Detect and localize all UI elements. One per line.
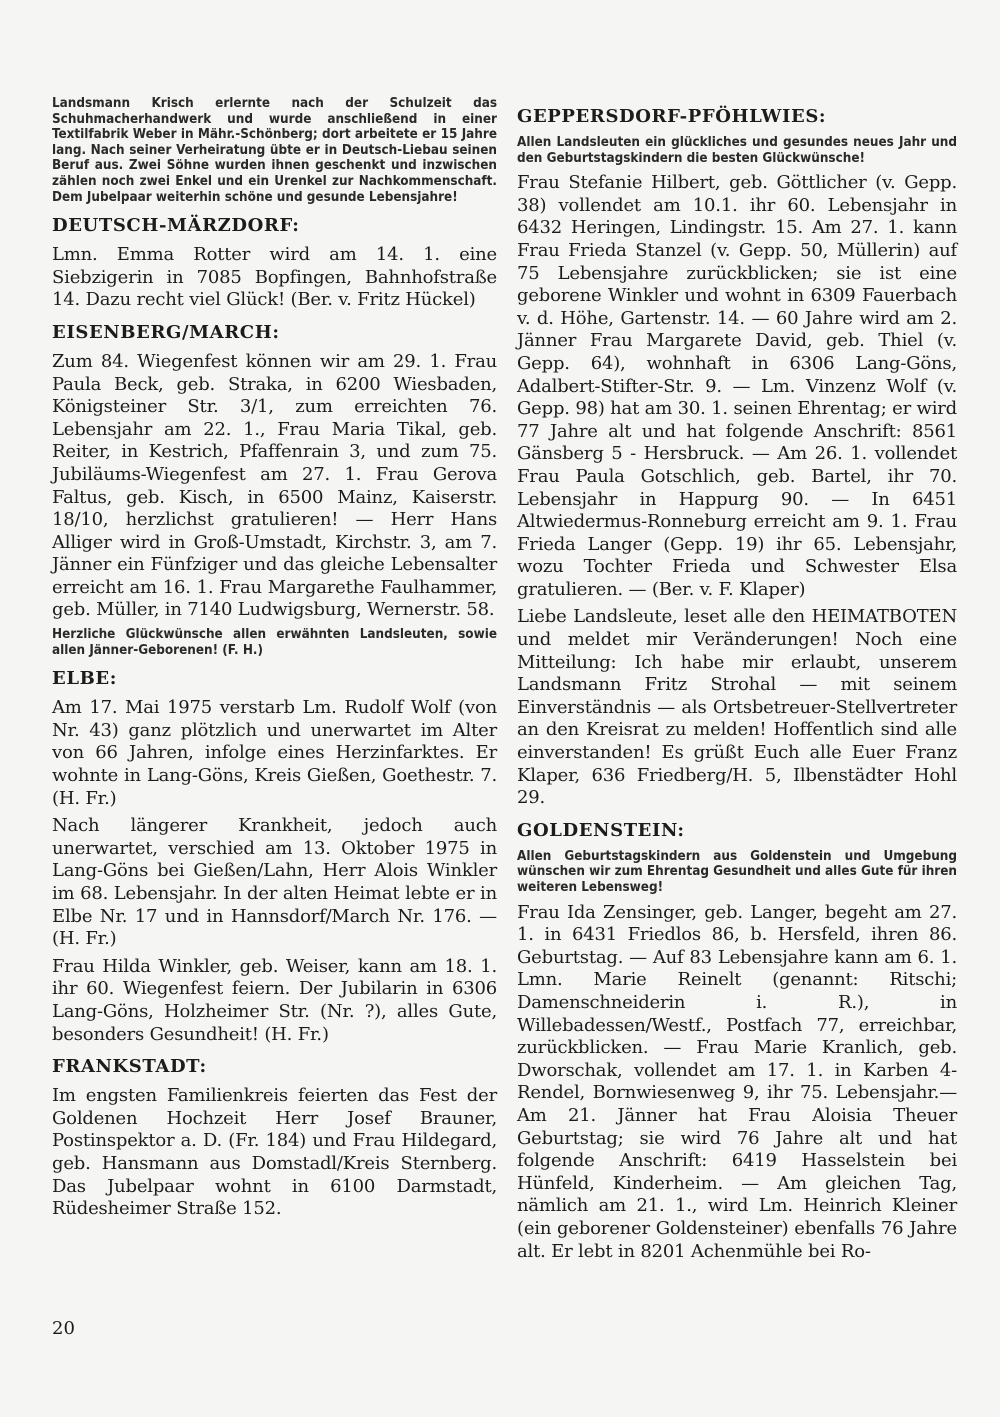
page-number: 20: [52, 1318, 75, 1339]
section-text-deutsch-maerzdorf: Lmn. Emma Rotter wird am 14. 1. eine Siebzigerin in 7085 Bopfingen, Bahnhofstraße 14. Dazu recht viel Glück! (Ber. v. Fritz Hückel): [52, 244, 497, 311]
section-heading-deutsch-maerzdorf: DEUTSCH-MÄRZDORF:: [52, 215, 300, 237]
section-heading-geppersdorf: GEPPERSDORF-PFÖHLWIES:: [517, 106, 827, 127]
section-text-elbe-2: Nach längerer Krankheit, jedoch auch unerwartet, verschied am 13. Oktober 1975 in Lang-Göns bei Gießen/Lahn, Herr Alois Winkler im 68. Lebensjahr. In der alten Heimat lebte er in Elbe Nr. 17 und in Hannsdorf/March Nr. 176. — (H. Fr.): [52, 815, 497, 950]
left-column: [52, 96, 497, 1226]
section-text-geppersdorf: Frau Stefanie Hilbert, geb. Göttlicher (v. Gepp. 38) vollendet am 10.1. ihr 60. Lebensjahr in 6432 Heringen, Lindingstr. 15. Am 27. 1. kann Frau Frieda Stanzel (v. Gepp. 50, Müllerin) auf 75 Lebensjahre zurückblicken; sie ist eine geborene Winkler und wohnt in 6309 Fauerbach v. d. Höhe, Gartenstr. 14. — 60 Jahre wird am 2. Jänner Frau Margarete David, geb. Thiel (v. Gepp. 64), wohnhaft in 6306 Lang-Göns, Adalbert-Stifter-Str. 9. — Lm. Vinzenz Wolf (v. Gepp. 98) hat am 30. 1. seinen Ehrentag; er wird 77 Jahre alt und hat folgende Anschrift: 8561 Gänsberg 5 - Hersbruck. — Am 26. 1. vollendet Frau Paula Gotschlich, geb. Bartel, ihr 70. Lebensjahr in Happurg 90. — In 6451 Altwiedermus-Ronneburg erreicht am 9. 1. Frau Frieda Langer (Gepp. 19) ihr 65. Lebensjahr, wozu Tochter Frieda und Schwester Elsa gratulieren. — (Ber. v. F. Klaper): [517, 172, 957, 600]
section-text-frankstadt: Im engsten Familienkreis feierten das Fest der Goldenen Hochzeit Herr Josef Brauner, Postinspektor a. D. (Fr. 184) und Frau Hildegard, geb. Hansmann aus Domstadl/Kreis Sternberg. Das Jubelpaar wohnt in 6100 Darmstadt, Rüdesheimer Straße 152.: [52, 1085, 497, 1220]
section-text-goldenstein: Frau Ida Zensinger, geb. Langer, begeht am 27. 1. in 6431 Friedlos 86, b. Hersfeld, ihren 86. Geburtstag. — Auf 83 Lebensjahre kann am 6. 1. Lmn. Marie Reinelt (genannt: Ritschi; Damenschneiderin i. R.), in Willebadessen/Westf., Postfach 77, erreichbar, zurückblicken. — Frau Marie Kranlich, geb. Dworschak, vollendet am 17. 1. in Karben 4-Rendel, Bornwiesenweg 9, ihr 75. Lebensjahr.— Am 21. Jänner hat Frau Aloisia Theuer Geburtstag; sie wird 76 Jahre alt und hat folgende Anschrift: 6419 Hasselstein bei Hünfeld, Kinderheim. — Am gleichen Tag, nämlich am 21. 1., wird Lm. Heinrich Kleiner (ein geborener Goldensteiner) ebenfalls 76 Jahre alt. Er lebt in 8201 Achenmühle bei Ro-: [517, 901, 957, 1262]
intro-paragraph: Landsmann Krisch erlernte nach der Schulzeit das Schuhmacherhandwerk und wurde anschließend in einer Textilfabrik Weber in Mähr.-Schönberg; dort arbeitete er 15 Jahre lang. Nach seiner Verheiratung übte er in Deutsch-Liebau seinen Beruf aus. Zwei Söhne wurden ihnen geschenkt und inzwischen zählen noch zwei Enkel und ein Urenkel zur Nachkommenschaft. Dem Jubelpaar weiterhin schöne und gesunde Lebensjahre!: [52, 96, 497, 205]
section-text-eisenberg: Zum 84. Wiegenfest können wir am 29. 1. Frau Paula Beck, geb. Straka, in 6200 Wiesbaden, Königsteiner Str. 3/1, zum erreichten 76. Lebensjahr am 22. 1., Frau Maria Tikal, geb. Reiter, in Kestrich, Pfaffenrain 3, und zum 75. Jubiläums-Wiegenfest am 27. 1. Frau Gerova Faltus, geb. Kisch, in 6500 Mainz, Kaiserstr. 18/10, herzlichst gratulieren! — Herr Hans Alliger wird in Groß-Umstadt, Kirchstr. 3, am 7. Jänner ein Fünfziger und das gleiche Lebensalter erreicht am 16. 1. Frau Margarethe Faulhammer, geb. Müller, in 7140 Ludwigsburg, Wernerstr. 58.: [52, 350, 497, 621]
section-heading-elbe: ELBE:: [52, 668, 117, 690]
section-heading-frankstadt: FRANKSTADT:: [52, 1056, 207, 1078]
section-note-eisenberg: Herzliche Glückwünsche allen erwähnten Landsleuten, sowie allen Jänner-Geborenen! (F. H.): [52, 627, 497, 658]
section-intro-geppersdorf: Allen Landsleuten ein glückliches und gesundes neues Jahr und den Geburtstagskindern die besten Glückwünsche!: [517, 135, 957, 166]
section-heading-eisenberg: EISENBERG/MARCH:: [52, 321, 280, 343]
section-text-elbe-3: Frau Hilda Winkler, geb. Weiser, kann am 18. 1. ihr 60. Wiegenfest feiern. Der Jubilarin in 6306 Lang-Göns, Holzheimer Str. (Nr. ?), alles Gute, besonders Gesundheit! (H. Fr.): [52, 955, 497, 1045]
right-column: [517, 96, 957, 1268]
section-text-elbe-1: Am 17. Mai 1975 verstarb Lm. Rudolf Wolf (von Nr. 43) ganz plötzlich und unerwartet im Alter von 66 Jahren, infolge eines Herzinfarktes. Er wohnte in Lang-Göns, Kreis Gießen, Goethestr. 7. (H. Fr.): [52, 697, 497, 809]
section-heading-goldenstein: GOLDENSTEIN:: [517, 819, 685, 841]
section-text-geppersdorf-2: Liebe Landsleute, leset alle den HEIMATBOTEN und meldet mir Veränderungen! Noch eine Mitteilung: Ich habe mir erlaubt, unserem Landsmann Fritz Strohal — mit seinem Einverständnis — als Ortsbetreuer-Stellvertreter an den Kreisrat zu melden! Hoffentlich sind alle einverstanden! Es grüßt Euch alle Euer Franz Klaper, 636 Friedberg/H. 5, Ilbenstädter Hohl 29.: [517, 606, 957, 809]
section-intro-goldenstein: Allen Geburtstagskindern aus Goldenstein und Umgebung wünschen wir zum Ehrentag Gesundheit und alles Gute für ihren weiteren Lebensweg!: [517, 848, 957, 895]
